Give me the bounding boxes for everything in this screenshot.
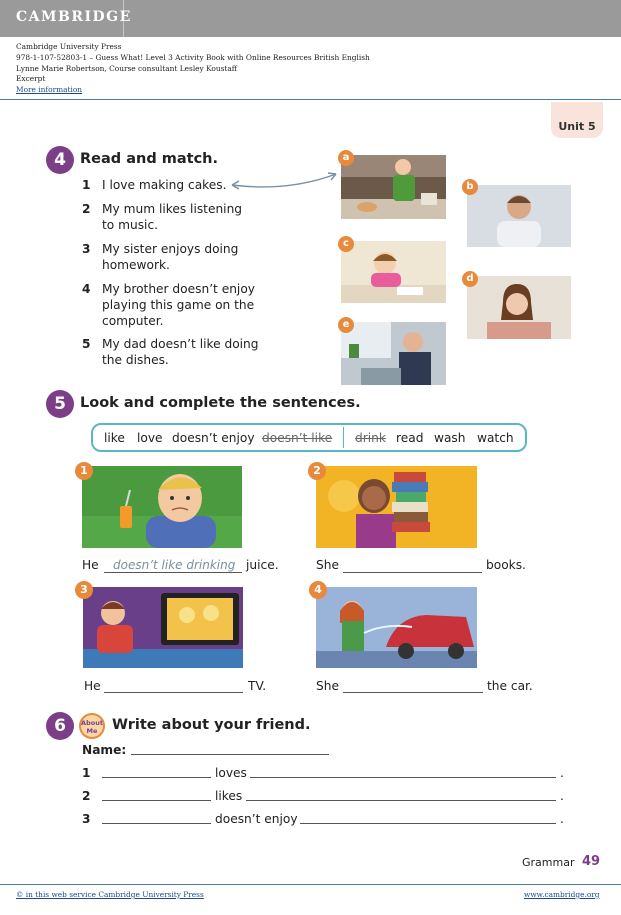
picture-2-girl-books	[316, 466, 477, 548]
header-rule	[0, 99, 621, 100]
item-text: My brother doesn’t enjoy	[102, 282, 255, 296]
example-answer-1: doesn’t like drinking	[113, 558, 236, 572]
row-1-activity-line[interactable]	[250, 777, 556, 778]
item-text: homework.	[102, 258, 170, 272]
row-2-number: 2	[82, 789, 91, 803]
sentence-3-end: TV.	[248, 679, 267, 693]
section-6-title: Write about your friend.	[112, 717, 311, 733]
row-2-activity-line[interactable]	[246, 800, 556, 801]
publisher: Cambridge University Press	[16, 42, 122, 51]
sentence-2-start: She	[316, 558, 339, 572]
match-arrow	[228, 168, 344, 192]
row-3-name-line[interactable]	[102, 823, 211, 824]
about-me-label: About Me	[81, 719, 103, 735]
more-information-link[interactable]: More information	[16, 85, 83, 95]
item-number: 2	[82, 202, 91, 216]
item-text: My sister enjoys doing	[102, 242, 239, 256]
page-number: 49	[582, 854, 601, 869]
about-me-icon	[79, 713, 105, 739]
item-text: My dad doesn’t like doing	[102, 337, 259, 351]
photo-b-teen-boy	[467, 185, 571, 247]
word-read: read	[396, 431, 424, 445]
sentence-2-end: books.	[486, 558, 526, 572]
section-5-badge: 5	[46, 390, 74, 418]
photo-letter-e: e	[338, 317, 354, 333]
picture-badge-1: 1	[75, 462, 93, 480]
footer-rule	[0, 884, 621, 885]
word-wash: wash	[434, 431, 466, 445]
section-5-title: Look and complete the sentences.	[80, 395, 361, 411]
photo-a-boy-making-cakes	[341, 155, 446, 219]
word-bank-divider	[343, 427, 344, 448]
answer-line-4[interactable]	[343, 692, 483, 693]
word-doesnt-like-used: doesn’t like	[262, 431, 333, 445]
sentence-3-start: He	[84, 679, 101, 693]
book-metadata	[16, 42, 370, 96]
photo-d-woman-music	[467, 276, 571, 339]
item-text: computer.	[102, 314, 164, 328]
item-number: 3	[82, 242, 91, 256]
picture-1-boy-juice	[82, 466, 242, 548]
item-text: I love making cakes.	[102, 178, 227, 192]
row-3-activity-line[interactable]	[300, 823, 556, 824]
row-2-name-line[interactable]	[102, 800, 211, 801]
footer-section-label: Grammar	[522, 856, 575, 869]
item-text: to music.	[102, 218, 159, 232]
header-bar	[0, 0, 621, 37]
item-number: 5	[82, 337, 91, 351]
photo-letter-b: b	[462, 179, 478, 195]
picture-badge-2: 2	[308, 462, 326, 480]
section-4-badge: 4	[46, 146, 74, 174]
sentence-1-start: He	[82, 558, 99, 572]
name-label: Name:	[82, 743, 127, 757]
row-2-period: .	[560, 789, 564, 803]
row-1-number: 1	[82, 766, 91, 780]
word-love: love	[137, 431, 163, 445]
word-doesnt-enjoy: doesn’t enjoy	[172, 431, 255, 445]
authors: Lynne Marie Robertson, Course consultant Lesley Koustaff	[16, 63, 238, 73]
item-text: the dishes.	[102, 353, 169, 367]
photo-letter-d: d	[462, 271, 478, 287]
row-1-period: .	[560, 766, 564, 780]
picture-badge-4: 4	[309, 581, 327, 599]
sentence-4-start: She	[316, 679, 339, 693]
word-like: like	[104, 431, 125, 445]
item-number: 4	[82, 282, 91, 296]
photo-letter-a: a	[338, 150, 354, 166]
sentence-4-end: the car.	[487, 679, 533, 693]
row-1-verb: loves	[215, 766, 247, 780]
picture-3-boy-tv	[83, 587, 243, 668]
copyright-link[interactable]: © in this web service Cambridge University Press	[16, 890, 204, 899]
row-2-verb: likes	[215, 789, 243, 803]
brand-logo: CAMBRIDGE	[0, 0, 124, 37]
cambridge-url-link[interactable]: www.cambridge.org	[524, 890, 600, 899]
sentence-1-end: juice.	[246, 558, 279, 572]
photo-letter-c: c	[338, 236, 354, 252]
unit-tab: Unit 5	[551, 102, 603, 138]
item-text: playing this game on the	[102, 298, 255, 312]
section-4-title: Read and match.	[80, 151, 218, 167]
row-1-name-line[interactable]	[102, 777, 211, 778]
row-3-number: 3	[82, 812, 91, 826]
picture-badge-3: 3	[75, 581, 93, 599]
isbn-line: 978-1-107-52803-1 – Guess What! Level 3 Activity Book with Online Resources British English	[16, 52, 370, 62]
name-line[interactable]	[131, 754, 329, 755]
item-text: My mum likes listening	[102, 202, 243, 216]
word-watch: watch	[477, 431, 514, 445]
word-drink-used: drink	[355, 431, 386, 445]
excerpt-label: Excerpt	[16, 74, 46, 84]
picture-4-girl-car	[316, 587, 477, 668]
row-3-period: .	[560, 812, 564, 826]
row-3-verb: doesn’t enjoy	[215, 812, 298, 826]
section-6-badge: 6	[46, 712, 74, 740]
photo-c-girl-homework	[341, 241, 446, 303]
word-bank	[91, 423, 527, 452]
answer-line-3[interactable]	[104, 692, 243, 693]
answer-line-1[interactable]	[104, 572, 242, 573]
photo-e-dad-dishes	[341, 322, 446, 385]
item-number: 1	[82, 178, 91, 192]
answer-line-2[interactable]	[343, 572, 482, 573]
